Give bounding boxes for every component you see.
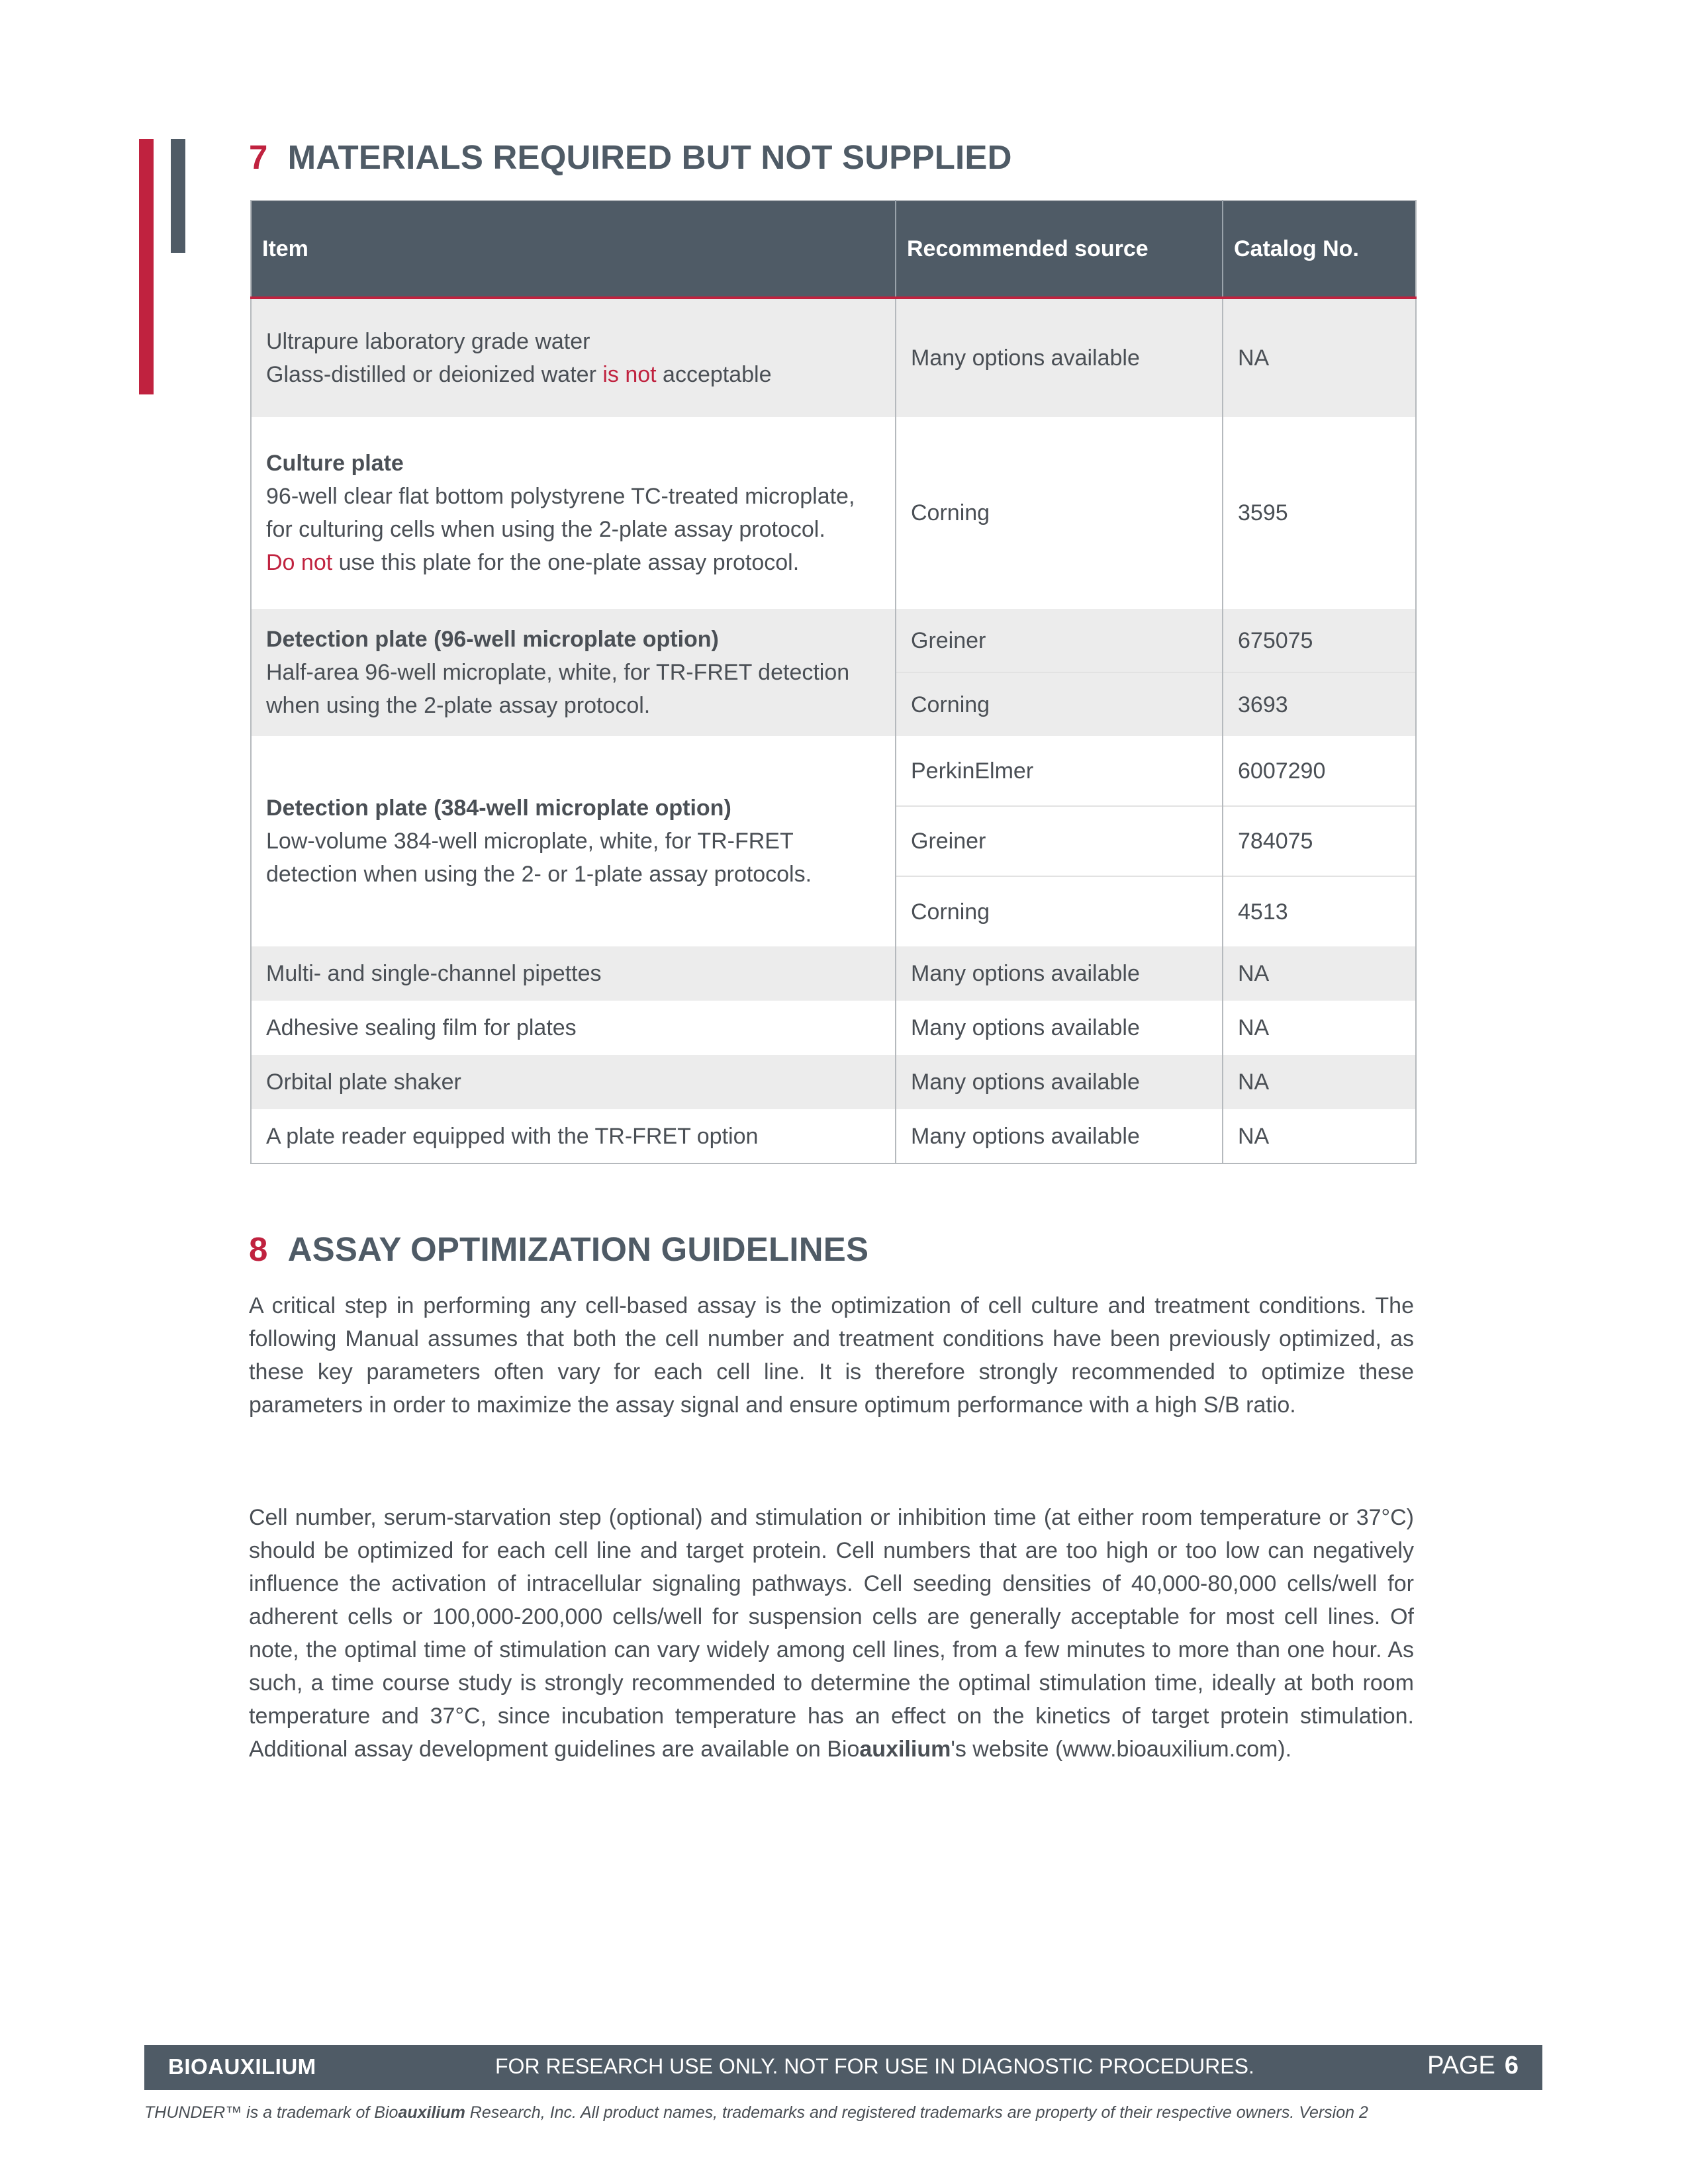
accent-bar-red	[139, 139, 154, 394]
brand-bold: auxilium	[859, 1737, 951, 1762]
item-cell	[251, 298, 896, 417]
catalog-cell: NA	[1223, 298, 1416, 417]
catalog-cell: 6007290	[1223, 736, 1416, 806]
source-cell: Many options available	[896, 946, 1223, 1001]
header-item: Item	[251, 201, 896, 298]
item-emphasis: Do not	[266, 550, 333, 575]
item-desc: Low-volume 384-well microplate, white, for TR-FRET detection when using the 2- or 1-plate assay protocols.	[266, 829, 812, 887]
item-cell: Orbital plate shaker	[251, 1055, 896, 1109]
item-text: use this plate for the one-plate assay protocol.	[332, 550, 800, 575]
catalog-cell: 675075	[1223, 609, 1416, 672]
paragraph-text-end: 's website (www.bioauxilium.com).	[951, 1737, 1292, 1762]
table-row	[251, 609, 1416, 672]
catalog-cell: 4513	[1223, 876, 1416, 946]
table-row	[251, 946, 1416, 1001]
accent-bar-grey	[171, 139, 185, 253]
table-header-row	[251, 201, 1416, 298]
paragraph-text: Cell number, serum-starvation step (optional) and stimulation or inhibition time (at either room temperature or 37°C) should be optimized for each cell line and target protein. Cell numbers that are too high or too low can negatively influence the activation of intracellular signaling pathways. Cell seeding densities of 40,000-80,000 cells/well for adherent cells or 100,000-200,000 cells/well for suspension cells are generally acceptable for most cell lines. Of note, the optimal time of stimulation can vary widely among cell lines, from a few minutes to more than one hour. As such, a time course study is strongly recommended to determine the optimal stimulation time, ideally at both room temperature and 37°C, since incubation temperature has an effect on the kinetics of target protein stimulation. Additional assay development guidelines are available on	[249, 1505, 1414, 1762]
item-cell: Adhesive sealing film for plates	[251, 1001, 896, 1055]
item-cell	[251, 417, 896, 609]
item-cell: A plate reader equipped with the TR-FRET option	[251, 1109, 896, 1163]
table-row	[251, 736, 1416, 806]
source-cell: Many options available	[896, 1001, 1223, 1055]
source-cell: Many options available	[896, 1109, 1223, 1163]
footer-notice: FOR RESEARCH USE ONLY. NOT FOR USE IN DIAGNOSTIC PROCEDURES.	[495, 2054, 1254, 2078]
section-8-heading	[249, 1230, 868, 1269]
item-title: Culture plate	[266, 451, 404, 476]
footer-page	[1427, 2052, 1519, 2080]
item-line	[266, 358, 880, 391]
section-8-number: 8	[249, 1230, 268, 1268]
table-row	[251, 1055, 1416, 1109]
source-cell: Greiner	[896, 806, 1223, 876]
table-row	[251, 1001, 1416, 1055]
item-title: Detection plate (384-well microplate option)	[266, 796, 731, 821]
section-7-title: MATERIALS REQUIRED BUT NOT SUPPLIED	[287, 138, 1012, 176]
item-cell	[251, 736, 896, 946]
footer-bar	[144, 2045, 1542, 2090]
source-cell: Many options available	[896, 298, 1223, 417]
header-source: Recommended source	[896, 201, 1223, 298]
source-cell: Corning	[896, 417, 1223, 609]
trademark-brand: auxilium	[398, 2103, 465, 2122]
item-line: Ultrapure laboratory grade water	[266, 329, 590, 354]
header-catalog: Catalog No.	[1223, 201, 1416, 298]
table-row	[251, 1109, 1416, 1163]
catalog-cell: NA	[1223, 1109, 1416, 1163]
trademark-notice	[144, 2103, 1568, 2122]
item-text: Glass-distilled or deionized water	[266, 362, 603, 387]
page-label: PAGE	[1427, 2052, 1495, 2079]
source-cell: PerkinElmer	[896, 736, 1223, 806]
section-7-number: 7	[249, 138, 268, 176]
section-8-title: ASSAY OPTIMIZATION GUIDELINES	[287, 1230, 869, 1268]
item-cell: Multi- and single-channel pipettes	[251, 946, 896, 1001]
paragraph-optimization-intro: A critical step in performing any cell-based assay is the optimization of cell culture and treatment conditions. The following Manual assumes that both the cell number and treatment conditions have been previously optimized, as these key parameters often vary for each cell line. It is therefore strongly recommended to optimize these parameters in order to maximize the assay signal and ensure optimum performance with a high S/B ratio.	[249, 1293, 1414, 1418]
item-desc: 96-well clear flat bottom polystyrene TC-treated microplate, for culturing cells when using the 2-plate assay protocol.	[266, 484, 855, 542]
materials-table	[250, 200, 1417, 1164]
source-cell: Corning	[896, 672, 1223, 736]
section-7-heading	[249, 138, 1012, 177]
table-row	[251, 298, 1416, 417]
item-title: Detection plate (96-well microplate option)	[266, 627, 719, 652]
source-cell: Greiner	[896, 609, 1223, 672]
item-emphasis: is not	[602, 362, 657, 387]
brand-prefix: Bio	[827, 1737, 860, 1762]
catalog-cell: NA	[1223, 946, 1416, 1001]
paragraph-optimization-details	[249, 1501, 1414, 1766]
source-cell: Corning	[896, 876, 1223, 946]
catalog-cell: 3693	[1223, 672, 1416, 736]
catalog-cell: NA	[1223, 1001, 1416, 1055]
footer-brand: BIOAUXILIUM	[168, 2054, 316, 2079]
catalog-cell: NA	[1223, 1055, 1416, 1109]
item-line	[266, 546, 880, 579]
catalog-cell: 3595	[1223, 417, 1416, 609]
item-desc: Half-area 96-well microplate, white, for TR-FRET detection when using the 2-plate assay protocol.	[266, 660, 850, 718]
trademark-text: THUNDER™ is a trademark of Bio	[144, 2103, 399, 2122]
source-cell: Many options available	[896, 1055, 1223, 1109]
item-cell	[251, 609, 896, 736]
trademark-text-end: Research, Inc. All product names, trademarks and registered trademarks are property of their respective owners. Version 2	[465, 2103, 1368, 2122]
item-text: acceptable	[656, 362, 772, 387]
catalog-cell: 784075	[1223, 806, 1416, 876]
table-row	[251, 417, 1416, 609]
page-number: 6	[1504, 2052, 1519, 2079]
